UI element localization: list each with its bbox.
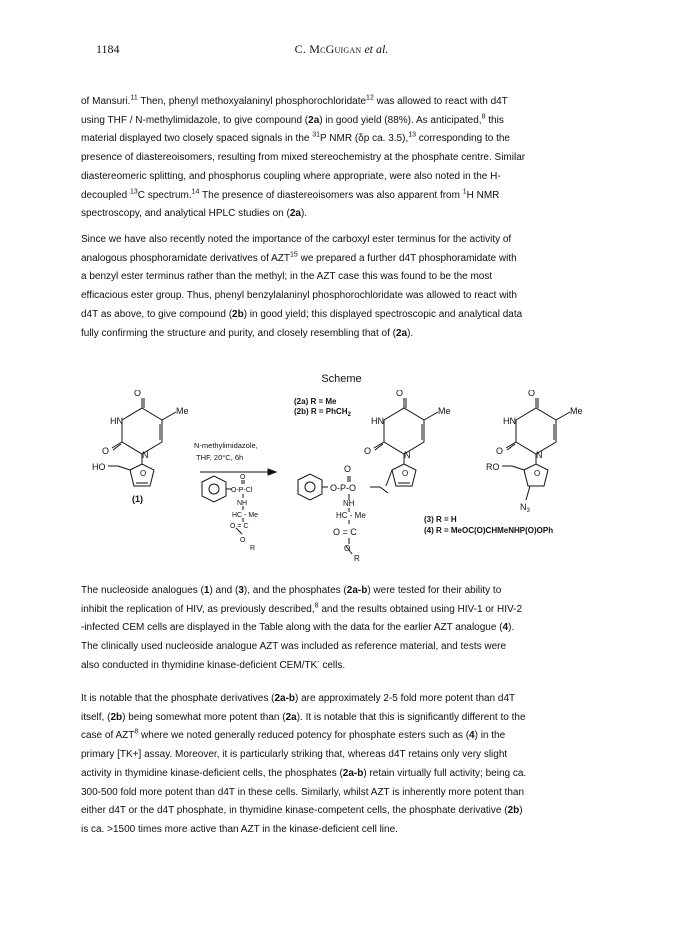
atom-o: O (102, 446, 110, 456)
atom-n: N (536, 450, 543, 460)
compound-2-base-ring (384, 408, 424, 454)
text-line: case of AZT$^8$ where we noted generally reduced potency for phosphate esters such as (4) in the (81, 729, 506, 742)
atom-oc: O = C (230, 523, 249, 530)
atom-r: R (354, 554, 360, 563)
text-line: The nucleoside analogues (1) and (3), and the phosphates (2a-b) were tested for their ability to (81, 585, 502, 596)
text-line: spectroscopy, and analytical HPLC studies on (2a). (81, 208, 308, 220)
atom-o: O (134, 390, 142, 398)
text-line: decoupled $^{13}$C spectrum.$^{14}$ The presence of diastereoisomers was also apparent from $^1$H NMR (81, 188, 500, 201)
atom-n: N (404, 450, 411, 460)
text-line: of Mansuri.$^{11}$ Then, phenyl methoxyalaninyl phosphorochloridate$^{12}$ was allowed to react with d4T (81, 94, 508, 107)
reagent-line-1: N-methylimidazole, (194, 441, 258, 450)
text-line: -infected CEM cells are displayed in the Table along with the data for the earlier AZT analogue (4). (81, 622, 515, 634)
atom-o: O (528, 390, 536, 398)
atom-o: O (496, 446, 504, 456)
text-line: Since we have also recently noted the importance of the carboxyl ester terminus for the activity of (81, 234, 512, 245)
reagent-line-2: THF, 20°C, 6h (196, 453, 244, 462)
text-line: fully confirming the structure and purity, and closely resembling that of (2a). (81, 327, 414, 339)
running-header (0, 42, 683, 57)
text-line: is ca. >1500 times more active than AZT in the kinase-deficient cell line. (81, 823, 398, 835)
atom-hn: HN (110, 416, 123, 426)
text-line: material displayed two closely spaced signals in the $^{31}$P NMR (δp ca. 3.5),$^{13}$ corresponding to the (81, 132, 510, 145)
atom-ho: HO (92, 462, 106, 472)
text-line: 300-500 fold more potent than d4T in these cells. Similarly, whilst AZT is inherently more potent than (81, 786, 525, 798)
atom-r: R (250, 545, 256, 552)
text-line: either d4T or the d4T phosphate, in thymidine kinase-competent cells, the phosphate derivative (2b) (81, 805, 523, 817)
atom-hcme: HC - Me (232, 512, 259, 519)
atom-me: Me (176, 406, 189, 416)
r-definition-4: (4) R = MeOC(O)CHMeNHP(O)OPh (424, 526, 554, 535)
compound-3-base-ring (516, 408, 556, 454)
text-line: The clinically used nucleoside analogue AZT was included as reference material, and tests were (81, 641, 507, 653)
reaction-scheme (90, 390, 590, 570)
product-phenyl-ring (298, 474, 322, 500)
text-line: itself, (2b) being somewhat more potent than (2a). It is notable that this is significantly different to the (81, 711, 526, 723)
atom-o: O (240, 537, 246, 544)
text-line: d4T as above, to give compound (2b) in good yield; this displayed spectroscopic and analytical data (81, 308, 523, 320)
paragraph-1 (81, 93, 613, 224)
text-line: diastereomeric splitting, and phosphorus coupling where appropriate, were also noted in the H- (81, 170, 501, 182)
r-definition-2a: (2a) R = Me (294, 397, 337, 406)
atom-nh: NH (343, 499, 355, 508)
atom-nh: NH (237, 500, 248, 507)
atom-o: O (344, 464, 352, 474)
atom-o: O (344, 544, 351, 553)
atom-n3: $N_3$ (520, 502, 530, 514)
text-line: It is notable that the phosphate derivatives (2a-b) are approximately 2-5 fold more potent than d4T (81, 693, 516, 704)
paragraph-2 (81, 231, 613, 343)
header-author: C. McGuigan (294, 42, 362, 56)
atom-me: Me (438, 406, 451, 416)
text-line: analogous phosphoramidate derivatives of AZT$^{15}$ we prepared a further d4T phosphoramidate with (81, 251, 517, 264)
text-line: also conducted in thymidine kinase-deficient CEM/TK- cells. (81, 658, 346, 671)
atom-ro: RO (486, 462, 500, 472)
text-line: using THF / N-methylimidazole, to give compound (2a) in good yield (88%). As anticipated,$^8$ this (81, 113, 504, 126)
text-line: activity in thymidine kinase-deficient cells, the phosphates (2a-b) retain virtually full activity; being ca. (81, 767, 527, 779)
atom-n: N (142, 450, 149, 460)
reagent-phenyl-ring (202, 476, 226, 502)
text-line: inhibit the replication of HIV, as previously described,$^8$ and the results obtained using HIV-1 or HIV-2 (81, 602, 523, 615)
atom-me: Me (570, 406, 583, 416)
atom-oc: O = C (333, 527, 357, 537)
atom-hcme: HC - Me (336, 511, 366, 520)
text-line: efficacious ester group. Thus, phenyl benzylalaninyl phosphorochloridate was allowed to react with (81, 290, 517, 302)
atom-o: O (534, 469, 541, 478)
compound-1-label: (1) (132, 494, 143, 504)
atom-hn: HN (503, 416, 516, 426)
paragraph-4 (81, 690, 613, 840)
r-definition-2b: (2b) R = PhCH$_2$ (294, 407, 351, 418)
header-etal: et al. (364, 42, 389, 56)
atom-o: O (364, 446, 372, 456)
text-line: a benzyl ester terminus rather than the methyl; in the AZT case this was found to be the most (81, 271, 493, 283)
page-number: 1184 (96, 42, 120, 56)
paragraph-3 (81, 582, 613, 676)
atom-o: O (402, 469, 409, 478)
r-definition-3: (3) R = H (424, 515, 457, 524)
text-line: presence of diastereoisomers, resulting from mixed stereochemistry at the phosphate centre. Similar (81, 152, 526, 164)
text-line: primary [TK+] assay. Moreover, it is particularly striking that, whereas d4T retains only very slight (81, 749, 508, 761)
atom-o: O (396, 390, 404, 398)
atom-hn: HN (371, 416, 384, 426)
scheme-title: Scheme (321, 373, 362, 385)
atom-o: O (140, 469, 147, 478)
atom-pcl: O-P-Cl (231, 487, 253, 494)
atom-o: O (240, 474, 246, 481)
atom-opo: O-P-O (330, 483, 356, 493)
compound-1-base-ring (122, 408, 162, 454)
